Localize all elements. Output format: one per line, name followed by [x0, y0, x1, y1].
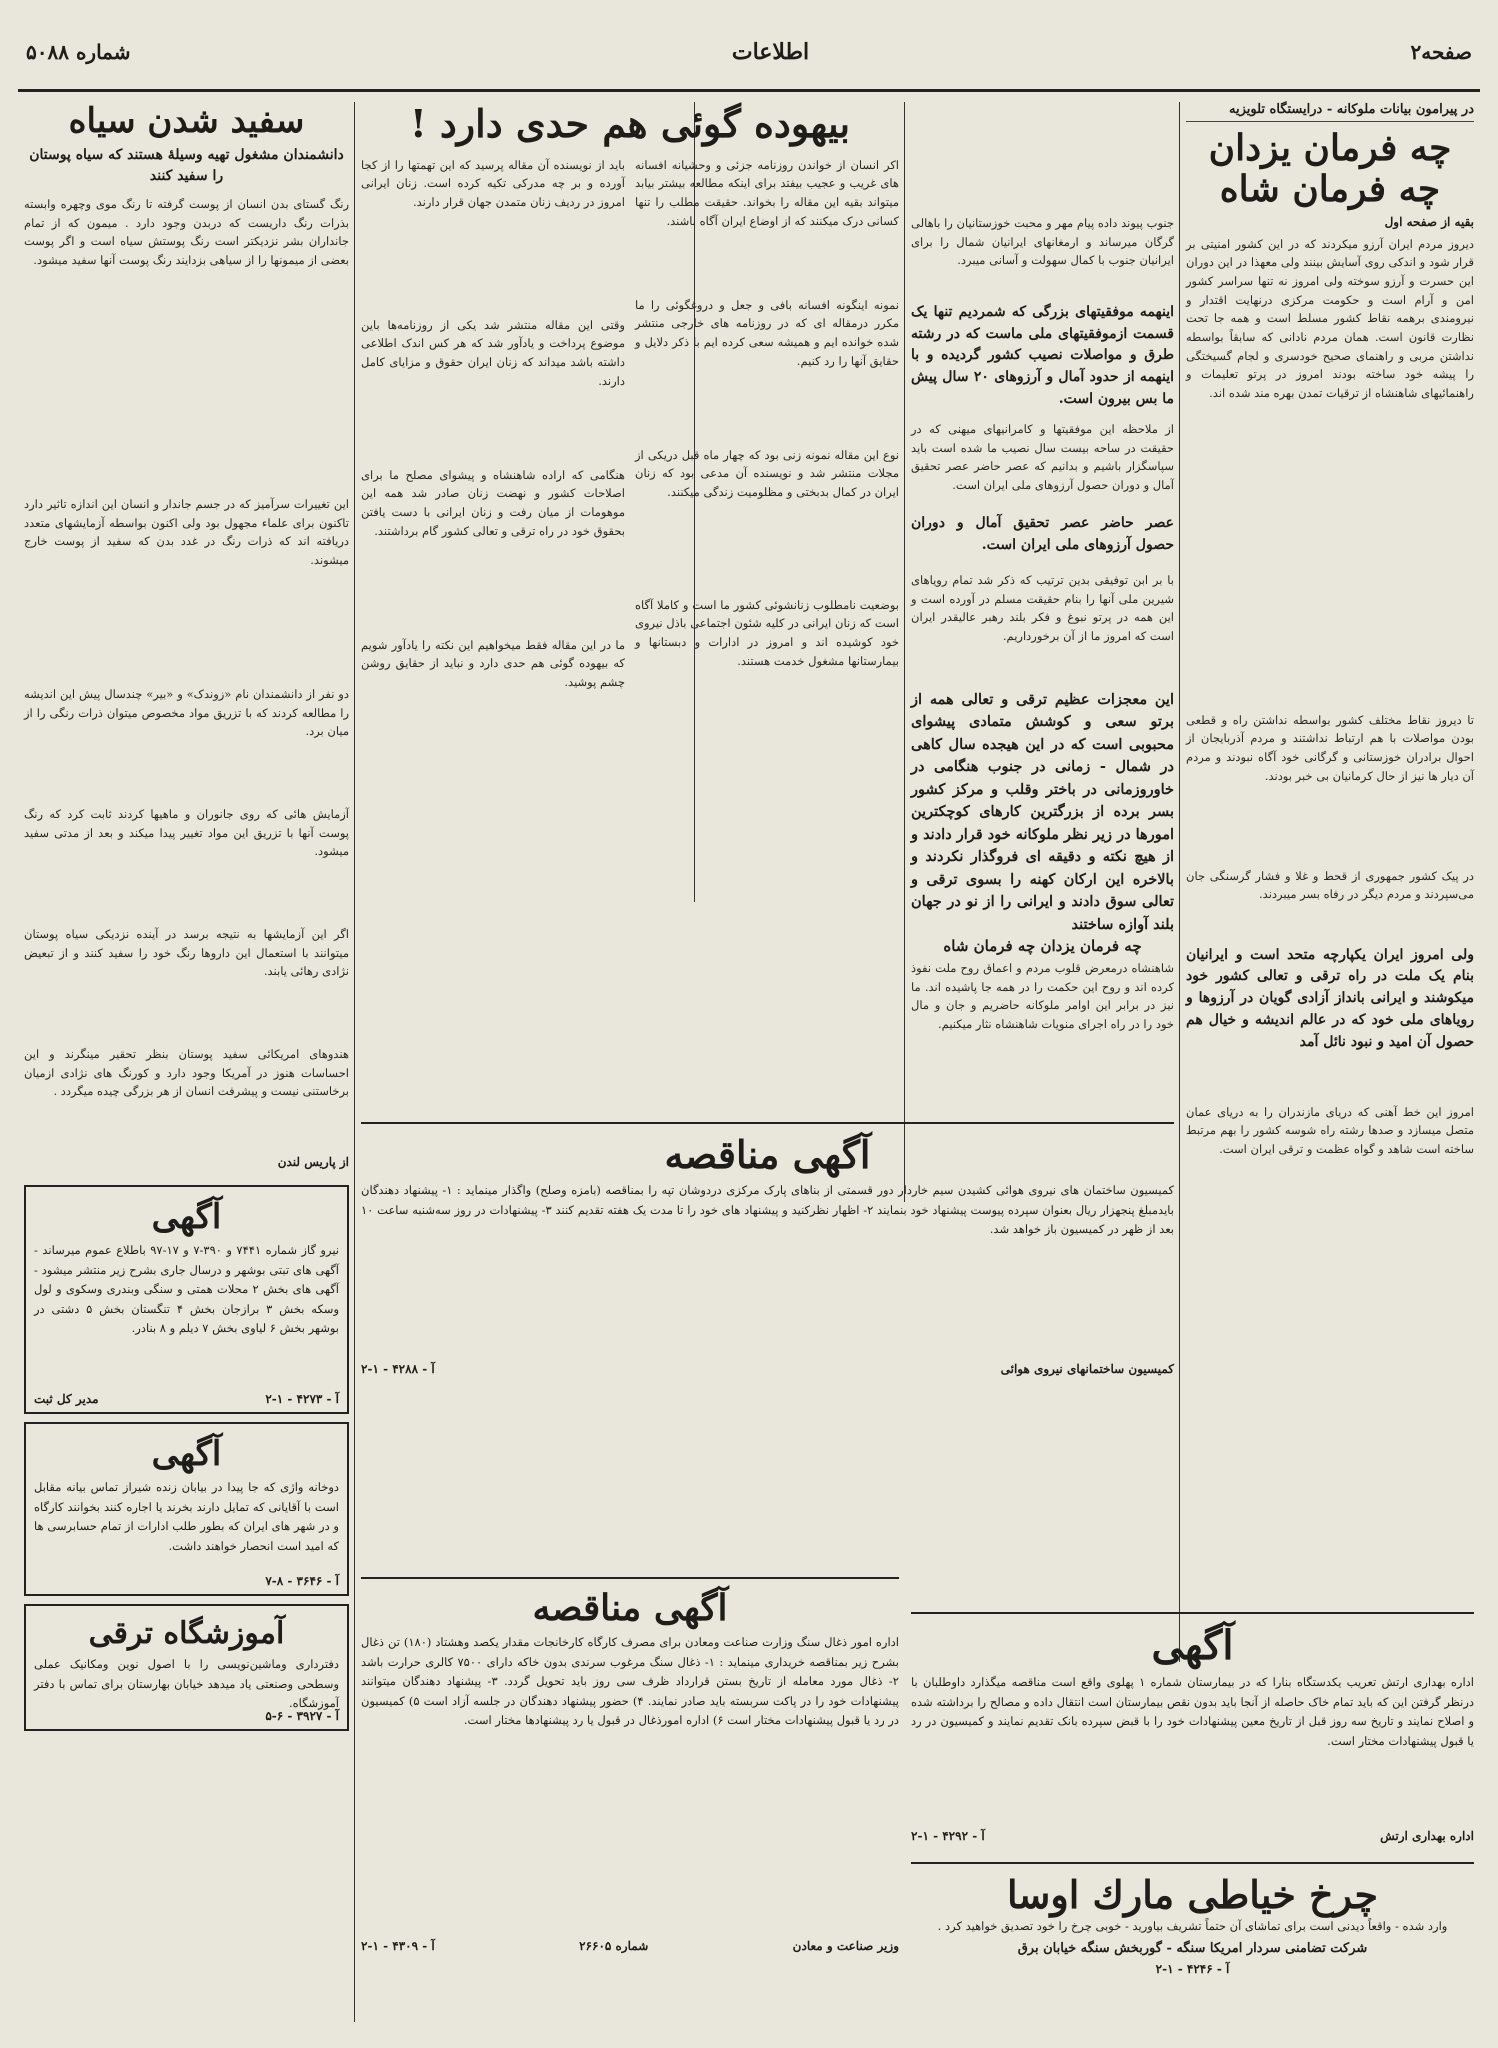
article-paragraph: باید از نویسنده آن مقاله پرسید که این تهمتها را از کجا آورده و بر چه مدرکی تکیه کرده است. زنان ایرانی امروز در ردیف زنان متمدن جهان قرار دارند. [361, 157, 625, 209]
article-kicker: در پیرامون بیانات ملوکانه - درایستگاه‌ تلویزیه [1186, 102, 1474, 122]
ad-footer [34, 1574, 339, 1588]
article-paragraph: دیروز مردم ایران آرزو میکردند که در این کشور امنیتی بر قرار شود و اندکی روی آسایش بینند ولی معهذا در این دوران این حسرت و آرزو سوخته ولی امروز نه تنها سراسر کشور امن و آرام است و حکومت مرکزی درنهایت اقتدار و نیرومندی برهمه نقاط کشور مسلط است و همه جا تحت نظارت قانون است. همان مردم نادانی که سابقاً بواسطه نداشتن مربی و راهنمای صحیح خودسری و لجام گسیختگی را پیشه خود ساخته بودند امروز در پرتو تعلیمات و راهنمائیهای شاهنشاه از ترقیات تمدن بهره مند شده اند. [1186, 236, 1474, 400]
article-paragraph: شاهنشاه درمعرض قلوب مردم و اعماق روح ملت نفوذ کرده اند و روح این حکمت را در همه جا پاشیده اند. ما نیز در برابر این اوامر ملوکانه حاضریم و جان و مال خود را در راه اجرای منویات شاهنشاه نثار میکنیم. [911, 961, 1174, 1031]
ad-registry [24, 1185, 349, 1414]
section-subhead: چه فرمان یزدان چه فرمان شاه [943, 937, 1142, 955]
ad-school [24, 1604, 349, 1731]
tender-text: اداره امور ذغال سنگ وزارت صناعت ومعادن برای مصرف کارگاه کارخانجات مقدار یکصد وهشتاد (۱۸۰) تن ذغال بشرح زیر بمناقصه خریداری مینماید : ۱- ذغال سنگ مرغوب سرندی بدون خاکه دارای ۷۵۰۰ کالری حرارت باشد ۲- ذغال مورد معامله از تاریخ بستن قرارداد ظرف سی روز باید تحویل گردد. ۳- پیشنهاد دهندگان میتوانند پیشنهادات خود را در پاکت سربسته باید صادر نمایند. ۴) حضور پیشنهاد دهندگان در جلسه آزاد است ۵) کمیسیون در رد یا قبول پیشنهادات مختار است ۶) اداره امورذغال در قبول یا رد پیشنهادها مختار است. [361, 1635, 899, 1728]
tender-notice-coal [355, 1569, 905, 1953]
ad-signature: مدیر کل ثبت [34, 1392, 99, 1407]
article-royal-command-continued [905, 214, 1180, 1139]
continued-note: بقیه از صفحه اول [1384, 214, 1474, 229]
article-paragraph: اگر این آزمایشها به نتیجه برسد در آینده نزدیکی سیاه پوستان میتوانند با استعمال این داروها رنگ خود را سفید کنند و از تبعیض نژادی رهائی یابند. [24, 927, 349, 979]
tender-ref: شماره ۲۶۶۰۵ [579, 1939, 649, 1953]
ad-company: شرکت تضامنی سردار امریکا سنگه - گوربخش سنگه خیابان برق [1017, 1940, 1368, 1956]
ad-footer [34, 1709, 339, 1723]
ad-text: دفترداری وماشین‌نویسی را با اصول نوین ومکانیک عملی وسطحی وصنعتی یاد میدهد خیابان بهارستان برای تماس با دفتر آموزشگاه. [34, 1657, 339, 1711]
article-headline: سفید شدن سیاه [68, 101, 305, 141]
article-whitening [18, 102, 355, 1731]
ad-title: آگهی [151, 1434, 222, 1475]
ad-property [24, 1422, 349, 1596]
tender-footer [361, 1939, 899, 1953]
divider [361, 1122, 1174, 1124]
tender-text: کمیسیون ساختمان های نیروی هوائی کشیدن سیم خاردار دور قسمتی از بناهای پارک مرکزی دردوشان تپه را بمناقصه (بامزه وصلح) واگذار مینماید : ۱- پیشنهاد دهندگان بایدمبلغ پنجهزار ریال بعنوان سپرده پیوست پیشنهاد خود بنمایند ۲- اظهار نظرکنید و پیشنهاد های خود را تا مدت یک هفته تقدیم کنند ۳- پیشنهادات در روز سه‌شنبه ساعت ۱۰ بعد از ظهر در کمیسیون باز خواهد شد. [361, 1183, 1174, 1237]
ad-footer [34, 1392, 339, 1406]
ad-number: آ - ۴۲۷۳ - ۱-۲ [265, 1392, 339, 1407]
ad-signature: اداره بهداری ارتش [1380, 1829, 1474, 1843]
ad-number: آ - ۳۹۲۷ - ۶-۵ [265, 1709, 339, 1724]
article-paragraph: از ملاحظه این موفقیتها و کامرانیهای میهنی که در حقیقت در ساحه بیست سال نصیب ما شده است باید سپاسگزار باشیم و بدانیم که عصر حاضر عصر تحقیق آمال و دوران حصول آرزوهای ملی ایران است. [911, 422, 1174, 492]
article-subtitle: دانشمندان مشغول تهیه وسیلهٔ هستند که سیاه پوستان را سفید کنند [29, 147, 344, 185]
tender-notice-air-force [355, 1114, 1180, 1376]
ad-text: نیرو گاز شماره ۷۴۴۱ و ۳۹۰-۷ و ۱۷-۹۷ باطلاع عموم میرساند - آگهی های تبتی بوشهر و درسال جاری بشرح زیر منتشر میشود - آگهی های بخش ۲ محلات همتی و سنگی وبندری وسکوی و لول وسکه بخش ۳ برازجان بخش ۴ تنگستان بخش ۵ دشتی در بوشهر بخش ۶ لیاوی بخش ۷ دیلم و ۸ بنادر. [34, 1243, 339, 1336]
ad-sewing-machine [905, 1854, 1480, 1976]
article-royal-command [1180, 102, 1480, 1193]
article-paragraph: در پیک کشور جمهوری از قحط و غلا و فشار گرسنگی جان می‌سپردند و مردم دیگر در رفاه بسر میبردند. [1186, 868, 1474, 902]
ad-title: آگهی [151, 1197, 222, 1238]
article-paragraph: دو نفر از دانشمندان نام «زوندک» و «بیر» چندسال پیش این اندیشه را مطالعه کردند که با تزریق مواد مخصوص میتوان ذرات رنگی را از میان برد. [24, 687, 349, 739]
paper-name: اطلاعات [731, 38, 810, 65]
tender-signature: کمیسیون ساختمانهای نیروی هوائی [1000, 1362, 1174, 1376]
article-nonsense [355, 102, 905, 776]
article-paragraph: تا دیروز نقاط مختلف کشور بواسطه نداشتن راه و قطعی بودن مواصلات با هم ارتباط نداشتند و مردم آذربایجان از احوال برادران خوزستانی و گرگانی خود آگاه نبودند و مردم آن دیار ها نیز از حال کرمانیان بی خبر بودند. [1186, 712, 1474, 783]
ad-title: آگهی [1151, 1622, 1234, 1669]
article-source: از پاریس لندن [277, 1155, 349, 1170]
ad-text: دوخانه واژی که جا پیدا در بیابان زنده شیراز تماس بیانه مقابل است با آقایانی که تمایل دارند بخرند یا اجاره کنند بخوانند کارگاه و در شهر های ایران که بطور طلب ادارات از تمام حسابرسی ها که امید است انحصار خواهند داشت. [34, 1480, 339, 1553]
tender-title: آگهی مناقصه [664, 1132, 871, 1177]
ad-title: آموزشگاه ترقی [88, 1616, 285, 1652]
ad-text: اداره بهداری ارتش تعریب یکدستگاه بنارا که در بیمارستان شماره ۱ پهلوی واقع است مناقصه میگذارد داوطلبان با درنظر گرفتن این که باید تمام خاک حاصله از آنجا باید بدون نقص بیمارستان است انتقال داده و مصالح را برداشته شده و اصلاح نمایند و تاریخ سه روز قبل از تاریخ معین پیشنهادات خود را با قبض سپرده بانک تقدیم نمایند و کمیسیون در رد یا قبول پیشنهادات مختار است. [911, 1675, 1474, 1748]
article-paragraph: این تغییرات سرآمیز که در جسم جاندار و انسان این اندازه تاثیر دارد تاکنون برای علماء مجهول بود ولی اکنون بواسطه آزمایشهای متعدد دریافته اند که ذرات رنگ در غدد بدن که سفید از پوست خارج میشوند. [24, 497, 349, 567]
article-paragraph: رنگ گستای بدن انسان از پوست گرفته تا رنگ موی وچهره وابسته بذرات رنگ داریست که دربدن وجود دارد . میمون که از تمام جانداران بشر نزدیکتر است رنگ پوستش سیاه است و اگر پوست بعضی از میمونها را از سیاهی بزدایند رنگ پوست آنها سفید میشود. [24, 197, 349, 267]
tender-number: آ - ۴۳۰۹ - ۱-۲ [361, 1939, 435, 1953]
divider [911, 1862, 1474, 1864]
article-highlight: عصر حاضر عصر تحقیق آمال و دوران حصول آرزوهای ملی ایران است. [911, 515, 1174, 553]
tender-number: آ - ۴۲۸۸ - ۱-۲ [361, 1362, 435, 1376]
ad-number: آ - ۴۲۹۲ - ۱-۲ [911, 1829, 985, 1843]
tender-title: آگهی مناقصه [532, 1587, 728, 1629]
tender-signature: وزیر صناعت و معادن [792, 1939, 899, 1953]
divider [911, 1612, 1474, 1614]
article-paragraph: وقتی این مقاله منتشر شد یکی از روزنامه‌ها باین موضوع پرداخت و یادآور شد که هر کس اندک اطلاعی داشته باشد میداند که زنان ایران حقوق و مزایای کامل دارند. [361, 317, 625, 388]
ad-footer [911, 1962, 1474, 1976]
ad-text: وارد شده - واقعاً دیدنی است برای تماشای آن حتماً تشریف بیاورید - خوبی چرخ را خود تصدیق خواهید کرد . [937, 1919, 1448, 1933]
article-paragraph: آزمایش هائی که روی جانوران و ماهیها کردند ثابت کرد که رنگ پوست آنها با تزریق این مواد تغییر پیدا میکند و بعد از مدتی سفید میشود. [24, 807, 349, 859]
ad-army-health [905, 1604, 1480, 1843]
newspaper-page [18, 14, 1480, 2034]
article-paragraph: نوع این مقاله نمونه زنی بود که چهار ماه قبل دریکی از مجلات منتشر شد و نویسنده آن مدعی بود که زنان ایران در کمال بدبختی و مظلومیت زندگی میکنند. [635, 447, 899, 499]
article-paragraph: هندوهای امریکائی سفید پوستان بنظر تحقیر مینگرند و این احساسات هنوز در آمریکا وجود دارد و کورنگ های نژادی ازمیان برخاستنی نیست و پیشرفت انسان از هر بزرگی چیده میگردد . [24, 1047, 349, 1099]
masthead [18, 14, 1480, 92]
article-headline: چه فرمان یزدان چه فرمان شاه [1208, 127, 1452, 211]
article-paragraph: اکر انسان از خواندن روزنامه جزئی و وحشیانه افسانه های غریب و عجیب بیفتد برای اینکه مطالعه بیشتر بیابد میتواند بقیه این مقاله را بخواند. حقیقت مطلب را تنها کسانی درک میکنند که از اوضاع ایران آگاه باشند. [635, 157, 899, 228]
article-paragraph: هنگامی که اراده شاهنشاه و پیشوای مصلح ما برای اصلاحات کشور و نهضت زنان صادر شد همه این موهومات از میان رفت و زنان ایرانی با دست یافتن بحقوق خود در راه ترقی و تعالی کشور گام برداشتند. [361, 467, 625, 538]
ad-footer [911, 1829, 1474, 1843]
divider [361, 1577, 899, 1579]
ad-number: آ - ۳۶۴۶ - ۸-۷ [265, 1574, 339, 1589]
article-paragraph: نمونه اینگونه افسانه بافی و جعل و دروغگوئی را ما مکرر درمقاله ای که در روزنامه های خارجی منتشر شده خوانده ایم و همیشه سعی کرده ایم با ذکر دلایل و حقایق آنها را رد کنیم. [635, 297, 899, 368]
article-paragraph: بوضعیت نامطلوب زنانشوئی کشور ما است و کاملا آگاه است که زنان ایرانی در کلیه شئون اجتماعی باذل نیروی خود کوشیده اند و امروز در ادارات و دبستانها و بیمارستانها مشغول خدمت هستند. [635, 597, 899, 668]
ad-title: چرخ خیاطی مارك اوسا [1006, 1872, 1379, 1917]
ad-number: آ - ۴۲۴۶ - ۱-۲ [1155, 1961, 1230, 1976]
article-paragraph: ما در این مقاله فقط میخواهیم این نکته را یادآور شویم که بیهوده گوئی هم حدی دارد و نباید از حقایق روشن چشم پوشید. [361, 637, 625, 689]
issue-number: شماره ۵۰۸۸ [26, 39, 131, 64]
article-paragraph: جنوب پیوند داده پیام مهر و محبت خوزستانیان را باهالی گرگان میرساند و ارمغانهای ایرانیان شمال را برای ایرانیان جنوب با کمال سهولت و آسانی میبرد. [911, 216, 1174, 268]
article-paragraph: با بر ابن توفیقی بدین ترتیب که ذکر شد تمام رویاهای شیرین ملی آنها را بنام حقیقت مسلم در آورده است و این همه در پرتو نبوغ و فکر بلند رهبر عالیقدر ایران است که امروز ما از آن برخورداریم. [911, 573, 1174, 643]
article-headline: بیهوده گوئی هم حدی دارد ! [409, 101, 851, 146]
article-highlight: اینهمه موفقیتهای بزرگی که شمردیم تنها یک قسمت ازموفقیتهای ملی ماست که در رشته طرق و مواصلات نصیب کشور گردیده و با اینهمه از حدود آمال و آرزوهای ۲۰ سال پیش ما بس بیرون است. [911, 304, 1174, 407]
tender-footer [361, 1362, 1174, 1376]
article-paragraph: امروز این خط آهنی که دریای مازندران را به دریای عمان متصل میسازد و صدها رشته راه شوسه کشور را بهم مرتبط ساخته است شاهد و گواه عظمت و ترقی ایران است. [1186, 1104, 1474, 1157]
article-highlight: ولی امروز ایران یکپارچه متحد است و ایرانیان بنام یک ملت در راه ترقی و تعالی کشور خود میکوشند و ایرانی بانداز آزادی گویان در آرزوها و رویاهای ملی خود که در عالم اندیشه و خیال هم حصول آن امید و نبود نائل آمد [1186, 946, 1474, 1050]
article-highlight: این معجزات عظیم ترقی و تعالی همه از برتو سعی و کوشش متمادی پیشوای محبوبی است که در این هیجده سال کاهی در شمال - زمانی در جنوب هنگامی در خاوروزمانی در باختر وقلب و مرکز کشور بسر برده از بزرگترین کارهای کوچکترین امورها در زیر نظر ملوکانه خود قرار دادند و از هیچ نکته و دقیقه ای فروگذار نکردند و بالاخره این ارکان کهنه را بسوی ترقی و تعالی سوق دادند و ایرانی را از نو در جهان بلند آوازه ساختند [911, 691, 1174, 933]
page-number: صفحه۲ [1410, 39, 1472, 64]
